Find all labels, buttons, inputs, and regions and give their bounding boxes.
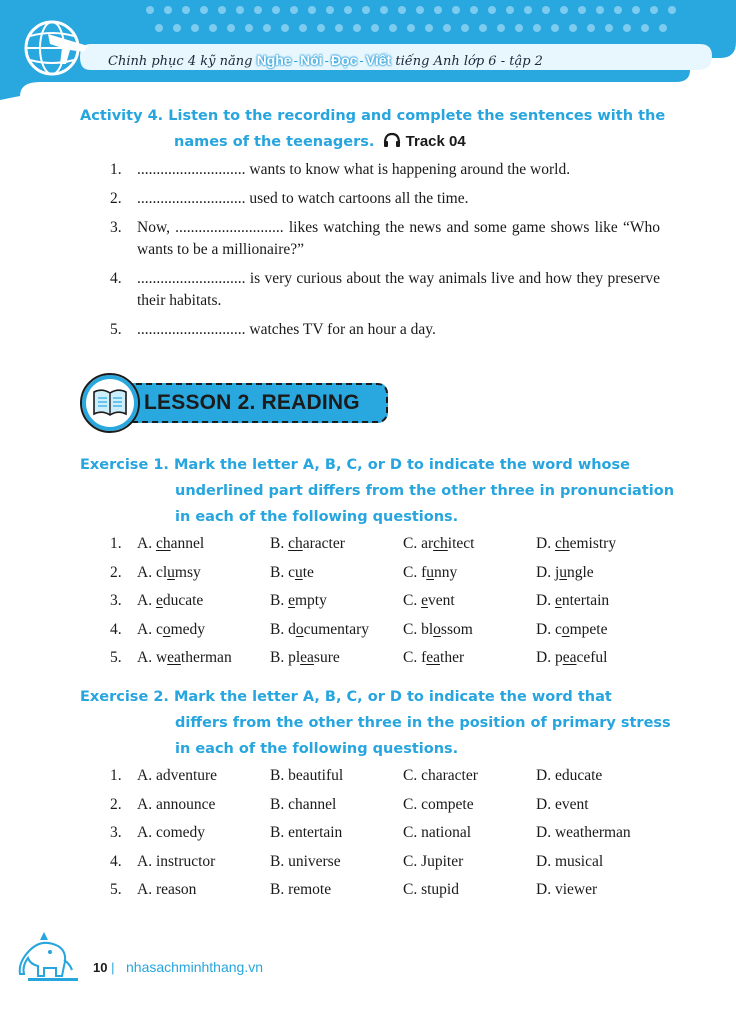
option-a[interactable]: A. clumsy: [137, 563, 201, 581]
footer-underline: [28, 978, 78, 981]
page-header: [0, 0, 736, 100]
underlined-part: o: [162, 620, 171, 638]
option-b[interactable]: B. entertain: [270, 824, 343, 841]
list-item: 2. ............................ used to watch cartoons all the time.: [110, 190, 469, 207]
activity-4-list: [110, 159, 660, 348]
underlined-part: e: [288, 592, 295, 609]
underlined-part: o: [561, 620, 570, 638]
skill-reading: Đọc: [330, 52, 358, 68]
option-b[interactable]: B. pleasure: [270, 649, 340, 666]
sentence-text: ............................ watches TV for an hour a day.: [137, 321, 436, 338]
list-item: 1. ............................ wants to know what is happening around the world.: [110, 161, 571, 178]
header-banner-graphic: [0, 0, 736, 100]
underlined-part: ch: [155, 535, 171, 552]
option-b[interactable]: B. remote: [270, 881, 332, 898]
option-c[interactable]: C. character: [403, 767, 478, 784]
option-d[interactable]: D. entertain: [536, 592, 610, 609]
open-book-icon: [92, 388, 128, 418]
question-number: 1.: [110, 535, 122, 552]
elephant-icon: [0, 930, 90, 990]
track-link[interactable]: [383, 133, 465, 150]
skill-writing: Viết: [365, 52, 392, 68]
website-link[interactable]: nhasachminhthang.vn: [126, 959, 263, 975]
option-d[interactable]: D. educate: [536, 767, 603, 784]
option-c[interactable]: C. compete: [403, 795, 474, 813]
list-item: 5. ............................ watches TV for an hour a day.: [110, 321, 436, 338]
sentence-text: ............................ wants to know what is happening around the world.: [137, 161, 571, 178]
option-c[interactable]: C. event: [403, 592, 455, 609]
underlined-part: o: [295, 620, 304, 638]
option-c[interactable]: C. stupid: [403, 881, 459, 898]
activity-4-heading: [80, 103, 666, 155]
underlined-part: ea: [167, 649, 181, 666]
question-number: 5.: [110, 881, 122, 898]
option-a[interactable]: A. comedy: [137, 620, 206, 638]
option-c[interactable]: C. blossom: [403, 620, 473, 638]
option-d[interactable]: D. peaceful: [536, 649, 608, 666]
option-a[interactable]: A. reason: [137, 881, 197, 898]
exercise-2-heading: [80, 684, 671, 762]
underlined-part: u: [294, 563, 303, 581]
option-a[interactable]: A. channel: [137, 535, 205, 552]
exercise-2-label: Exercise 2.: [80, 689, 169, 705]
option-c[interactable]: C. feather: [403, 649, 465, 666]
header-title-pre: Chinh phục 4 kỹ năng: [108, 54, 253, 69]
underlined-part: u: [559, 563, 567, 581]
page-number: 10 |: [93, 960, 115, 975]
lesson-banner: [80, 373, 390, 433]
option-b[interactable]: B. channel: [270, 795, 337, 813]
question-number: 3.: [110, 592, 122, 609]
option-c[interactable]: C. architect: [403, 535, 475, 552]
option-b[interactable]: B. documentary: [270, 620, 370, 638]
question-number: 3.: [110, 824, 122, 841]
question-number: 4.: [110, 620, 122, 638]
underlined-part: u: [426, 563, 434, 581]
option-c[interactable]: C. funny: [403, 563, 458, 581]
exercise-1-line: in each of the following questions.: [175, 509, 459, 525]
exercise-2-line: differs from the other three in the position of primary stress: [175, 715, 671, 731]
header-title-post: tiếng Anh lớp 6 - tập 2: [395, 54, 543, 69]
question-number: 2.: [110, 563, 122, 581]
page-footer: [0, 930, 736, 990]
option-b[interactable]: B. empty: [270, 592, 327, 609]
underlined-part: ch: [554, 535, 570, 552]
skill-listening: Nghe: [256, 52, 292, 68]
lesson-icon-circle: [80, 373, 140, 433]
underlined-part: ch: [288, 535, 303, 552]
option-a[interactable]: A. educate: [137, 592, 204, 609]
skill-speaking: Nói: [299, 52, 323, 68]
underlined-part: u: [167, 563, 175, 581]
sentence-text: ............................ is very curious about the way animals live and how they preserve their habitats.: [137, 270, 660, 309]
header-title: Chinh phục 4 kỹ năng Nghe - Nói - Đọc - Viết tiếng Anh lớp 6 - tập 2: [108, 52, 543, 69]
underlined-part: ea: [300, 649, 314, 666]
option-d[interactable]: D. event: [536, 795, 589, 813]
underlined-part: ch: [433, 535, 448, 552]
track-label: Track 04: [405, 133, 466, 150]
option-d[interactable]: D. viewer: [536, 881, 598, 898]
option-d[interactable]: D. chemistry: [536, 535, 617, 552]
exercise-1-label: Exercise 1.: [80, 457, 169, 473]
list-item: 3. Now, ............................ likes watching the news and some game shows like “Who wants to be a millionaire?”: [110, 219, 660, 258]
exercise-2-line: in each of the following questions.: [175, 741, 459, 757]
underlined-part: ea: [562, 649, 577, 666]
sentence-text: Now, ............................ likes watching the news and some game shows like “Who wants to be a millionaire?”: [137, 219, 660, 258]
question-number: 5.: [110, 649, 122, 666]
option-c[interactable]: C. national: [403, 824, 472, 841]
exercise-1-heading: [80, 452, 675, 530]
underlined-part: e: [421, 592, 428, 609]
option-a[interactable]: A. adventure: [137, 767, 218, 784]
option-d[interactable]: D. weatherman: [536, 824, 631, 841]
list-item: 4. ............................ is very curious about the way animals live and how they preserve their habitats.: [110, 270, 660, 309]
option-d[interactable]: D. musical: [536, 852, 604, 870]
underlined-part: ea: [426, 649, 441, 666]
underlined-part: o: [433, 620, 441, 638]
option-a[interactable]: A. announce: [137, 795, 216, 813]
exercise-1-line: Mark the letter A, B, C, or D to indicate the word whose: [173, 457, 630, 473]
underlined-part: e: [554, 592, 562, 609]
option-b[interactable]: B. cute: [270, 563, 314, 581]
activity-4-text-line2: names of the teenagers.: [174, 134, 375, 150]
underlined-part: e: [155, 592, 163, 609]
option-a[interactable]: A. instructor: [137, 852, 216, 870]
question-number: 4.: [110, 852, 122, 870]
option-d[interactable]: D. compete: [536, 620, 608, 638]
exercise-1-line: underlined part differs from the other three in pronunciation: [175, 483, 675, 499]
question-number: 2.: [110, 795, 122, 813]
activity-4-label: Activity 4.: [80, 108, 164, 124]
option-d[interactable]: D. jungle: [536, 563, 594, 581]
option-a[interactable]: A. comedy: [137, 824, 206, 841]
option-b[interactable]: B. character: [270, 535, 345, 552]
exercise-2-line: Mark the letter A, B, C, or D to indicate the word that: [173, 689, 612, 705]
question-number: 1.: [110, 767, 122, 784]
sentence-text: ............................ used to watch cartoons all the time.: [137, 190, 469, 207]
option-c[interactable]: C. Jupiter: [403, 852, 464, 870]
option-b[interactable]: B. beautiful: [270, 767, 344, 784]
headphones-icon: [383, 132, 401, 148]
lesson-title: LESSON 2. READING: [144, 391, 360, 414]
option-a[interactable]: A. weatherman: [137, 649, 232, 666]
activity-4-text-line1: Listen to the recording and complete the sentences with the: [168, 108, 666, 124]
option-b[interactable]: B. universe: [270, 852, 341, 870]
